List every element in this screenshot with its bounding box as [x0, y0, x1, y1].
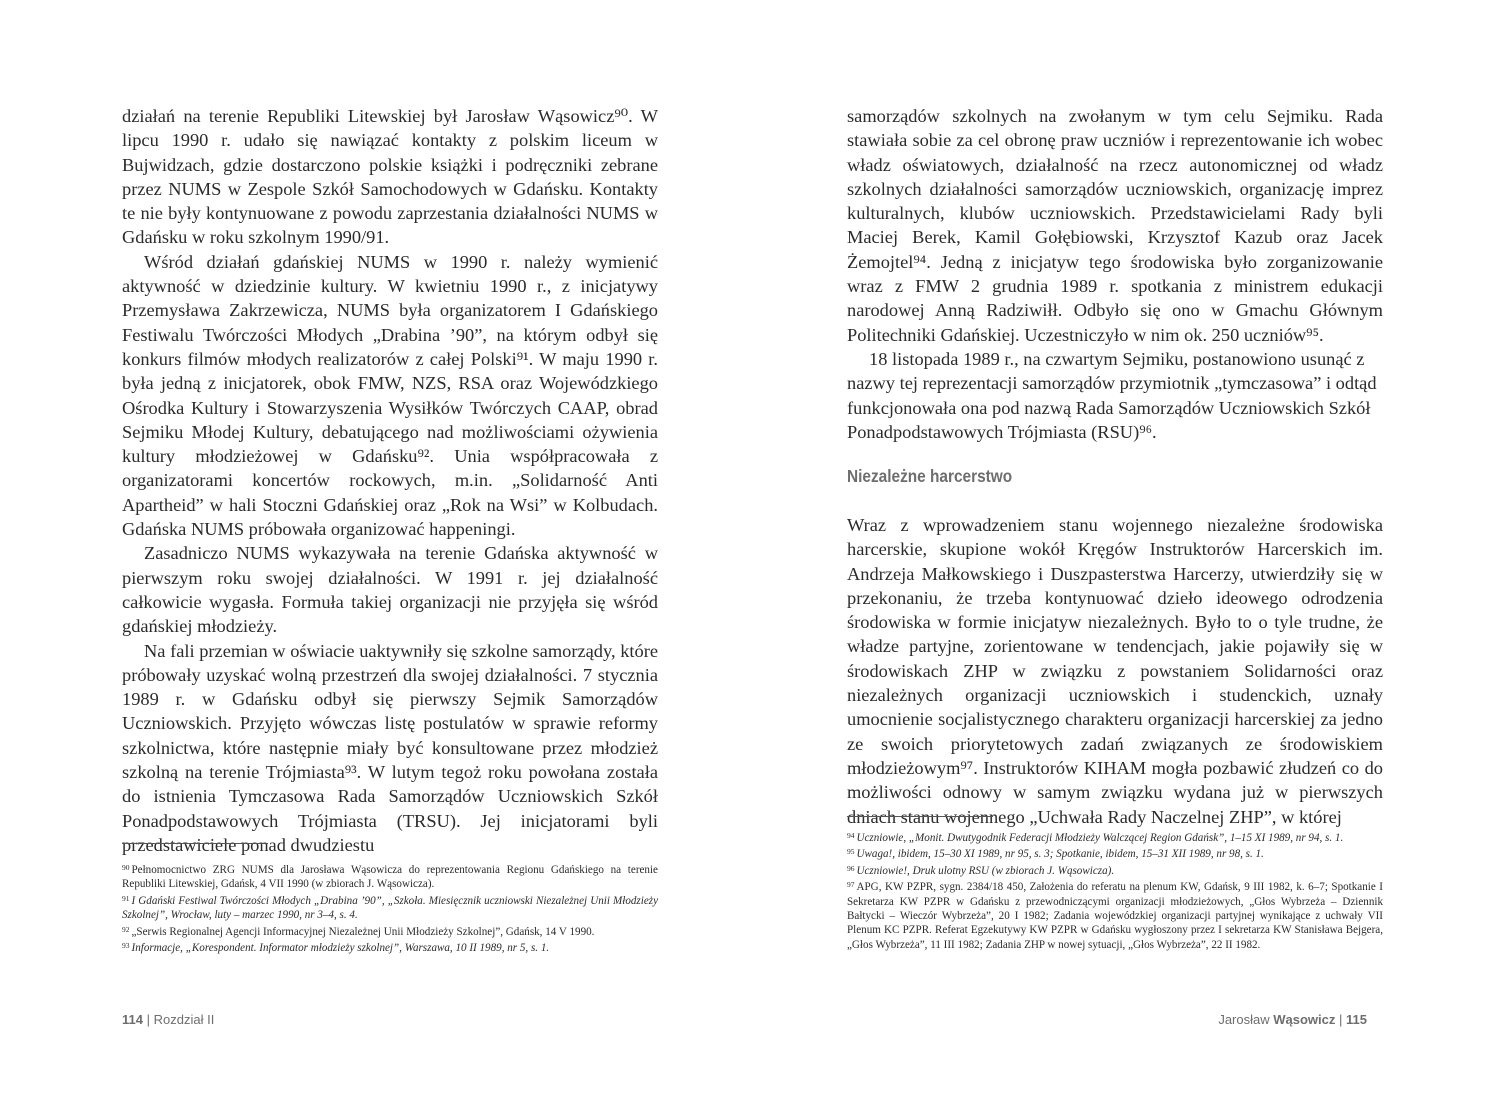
footnote-number: 93: [122, 941, 130, 951]
footer-separator: |: [146, 1012, 150, 1027]
footnote-number: 95: [847, 847, 855, 857]
footnote-text: Pełnomocnictwo ZRG NUMS dla Jarosława Wąsowicza do reprezentowania Regionu Gdańskiego na terenie Republiki Litewskiej, Gdańsk, 4 VII 1990 (w zbiorach J. Wąsowicza).: [122, 864, 658, 891]
footnote-separator: [847, 816, 993, 817]
paragraph: 18 listopada 1989 r., na czwartym Sejmiku, postanowiono usunąć z nazwy tej reprezentacji samorządów przymiotnik „tymczasowa” i odtąd funkcjonowała ona pod nazwą Rada Samorządów Uczniowskich Szkół Ponadpodstawowych Trójmiasta (RSU)⁹⁶.: [847, 348, 1377, 442]
paragraph: Na fali przemian w oświacie uaktywniły się szkolne samorządy, które próbowały uzyskać wolną przestrzeń dla swojej działalności. 7 stycznia 1989 r. w Gdańsku odbył się pierwszy Sejmik Samorządów Uczniowskich. Przyjęto wówczas listę postulatów w sprawie reformy szkolnictwa, które następnie miały być konsultowane przez młodzież szkolną na terenie Trójmiasta⁹³. W lutym tegoż roku powołana została do istnienia Tymczasowa Rada Samorządów Uczniowskich Szkół Ponadpodstawowych Trójmiasta (TRSU). Jej inicjatorami byli przedstawiciele ponad dwudziestu: [122, 640, 658, 855]
right-footnotes: [847, 829, 1383, 952]
footnote: [122, 923, 658, 939]
footnote-text: Uczniowie, „Monit. Dwutygodnik Federacji Młodzieży Walczącej Region Gdańsk”, 1–15 XI 1989, nr 94, s. 1.: [856, 832, 1344, 844]
left-body-text: [122, 104, 658, 857]
footnote: [847, 845, 1383, 861]
footnote-text: Informacje, „Korespondent. Informator młodzieży szkolnej”, Warszawa, 10 II 1989, nr 5, s. 1.: [131, 942, 550, 955]
right-section-body: [847, 513, 1383, 829]
footnote-number: 90: [122, 863, 130, 872]
footnote-number: 92: [122, 924, 130, 934]
footnote: [122, 939, 658, 955]
page-number: 114: [122, 1012, 143, 1027]
paragraph: samorządów szkolnych na zwołanym w tym celu Sejmiku. Rada stawiała sobie za cel obronę praw uczniów i reprezentowanie ich wobec władz oświatowych, działalność na rzecz autonomicznej od władz szkolnych działalności samorządów uczniowskich, organizację imprez kulturalnych, klubów uczniowskich. Przedstawicielami Rady byli Maciej Berek, Kamil Gołębiowski, Krzysztof Kazub oraz Jacek Żemojtel⁹⁴. Jedną z inicjatyw tego środowiska było zorganizowanie wraz z FMW 2 grudnia 1989 r. spotkania z ministrem edukacji narodowej Anną Radziwiłł. Odbyło się ono w Gmachu Głównym Politechniki Gdańskiej. Uczestniczyło w nim ok. 250 uczniów⁹⁵.: [847, 106, 1383, 345]
footnote-text: Uczniowie!, Druk ulotny RSU (w zbiorach J. Wąsowicza).: [856, 864, 1115, 877]
footer-separator: |: [1339, 1012, 1343, 1027]
right-body-text: [847, 104, 1383, 444]
footnote-number: 91: [122, 893, 130, 903]
section-heading: Niezależne harcerstwo: [847, 466, 1013, 486]
footnote-number: 97: [847, 880, 855, 890]
left-running-footer: [122, 1012, 214, 1027]
footnote: [122, 892, 658, 923]
footnote-text: APG, KW PZPR, sygn. 2384/18 450, Założenia do referatu na plenum KW, Gdańsk, 9 III 1982, k. 6–7; Spotkanie I Sekretarza KW PZPR w Gdańsku z przewodniczącymi organizacji młodzieżowych, „Głos Wybrzeża – Dziennik Bałtycki – Wieczór Wybrzeża”, 20 I 1982; Zadania wojewódzkiej organizacji partyjnej wynikające z uchwały VII Plenum KC PZPR. Referat Egzekutywy KW PZPR w Gdańsku wygłoszony przez I sekretarza KW Stanisława Bejgera, „Głos Wybrzeża”, 11 III 1982; Zadania ZHP w nowej sytuacji, „Głos Wybrzeża”, 22 II 1982.: [847, 881, 1383, 951]
left-footnotes: [122, 861, 658, 955]
paragraph: Wśród działań gdańskiej NUMS w 1990 r. należy wymienić aktywność w dziedzinie kultury. W kwietniu 1990 r., z inicjatywy Przemysława Zakrzewicza, NUMS była organizatorem I Gdańskiego Festiwalu Twórczości Młodych „Drabina ’90”, na którym odbył się konkurs filmów młodych realizatorów z całej Polski⁹¹. W maju 1990 r. była jedną z inicjatorek, obok FMW, NZS, RSA oraz Wojewódzkiego Ośrodka Kultury i Stowarzyszenia Wysiłków Twórczych CAAP, obrad Sejmiku Młodej Kultury, debatującego nad możliwościami ożywienia kultury młodzieżowej w Gdańsku⁹². Unia współpracowała z organizatorami koncertów rockowych, m.in. „Solidarność Anti Apartheid” w hali Stoczni Gdańskiej oraz „Rok na Wsi” w Kolbudach. Gdańska NUMS próbowała organizować happeningi.: [122, 251, 658, 540]
right-page: [750, 0, 1500, 1118]
footnote-text: „Serwis Regionalnej Agencji Informacyjnej Niezależnej Unii Młodzieży Szkolnej”, Gdańsk, 14 V 1990.: [131, 925, 595, 938]
footnote: [847, 829, 1383, 845]
footnote-number: 94: [847, 831, 855, 840]
paragraph: działań na terenie Republiki Litewskiej był Jarosław Wąsowicz⁹⁰. W lipcu 1990 r. udało się nawiązać kontakty z polskim liceum w Bujwidzach, gdzie dostarczono polskie książki i podręczniki zebrane przez NUMS w Zespole Szkół Samochodowych w Gdańsku. Kontakty te nie były kontynuowane z powodu zaprzestania działalności NUMS w Gdańsku w roku szkolnym 1990/91.: [122, 106, 658, 248]
footnote-text: I Gdański Festiwal Twórczości Młodych „Drabina ’90”, „Szkoła. Miesięcznik uczniowski Niezależnej Unii Młodzieży Szkolnej”, Wrocław, luty – marzec 1990, nr 3–4, s. 4.: [122, 894, 658, 922]
author-first-name: Jarosław: [1218, 1012, 1270, 1027]
right-running-footer: [1218, 1012, 1367, 1027]
footnote-text: Uwaga!, ibidem, 15–30 XI 1989, nr 95, s. 3; Spotkanie, ibidem, 15–31 XII 1989, nr 98, s. 1.: [856, 848, 1264, 861]
author-last-name: Wąsowicz: [1273, 1012, 1336, 1027]
footnote-number: 96: [847, 863, 855, 873]
footnote-separator: [122, 843, 268, 844]
paragraph: Zasadniczo NUMS wykazywała na terenie Gdańska aktywność w pierwszym roku swojej działalności. W 1991 r. jej działalność całkowicie wygasła. Formuła takiej organizacji nie przyjęła się wśród gdańskiej młodzieży.: [122, 543, 658, 637]
footnote: [847, 862, 1383, 878]
page-number: 115: [1346, 1012, 1367, 1027]
paragraph: Wraz z wprowadzeniem stanu wojennego niezależne środowiska harcerskie, skupione wokół Kręgów Instruktorów Harcerskich im. Andrzeja Małkowskiego i Duszpasterstwa Harcerzy, utwierdziły się w przekonaniu, że trzeba kontynuować dzieło ideowego odrodzenia środowiska w formie inicjatyw niezależnych. Było to o tyle trudne, że władze partyjne, zorientowane w tendencjach, jakie pojawiły się w środowiskach ZHP w związku z powstaniem Solidarności oraz niezależnych organizacji uczniowskich i studenckich, uznały umocnienie socjalistycznego charakteru organizacji harcerskiej za jedno ze swoich priorytetowych zadań związanych ze środowiskiem młodzieżowym⁹⁷. Instruktorów KIHAM mogła pozbawić złudzeń co do możliwości odnowy w samym związku wydana już w pierwszych dniach stanu wojennego „Uchwała Rady Naczelnej ZHP”, w której: [847, 515, 1383, 827]
footnote: [122, 861, 658, 892]
chapter-label: Rozdział II: [153, 1012, 215, 1027]
footnote: [847, 878, 1383, 952]
